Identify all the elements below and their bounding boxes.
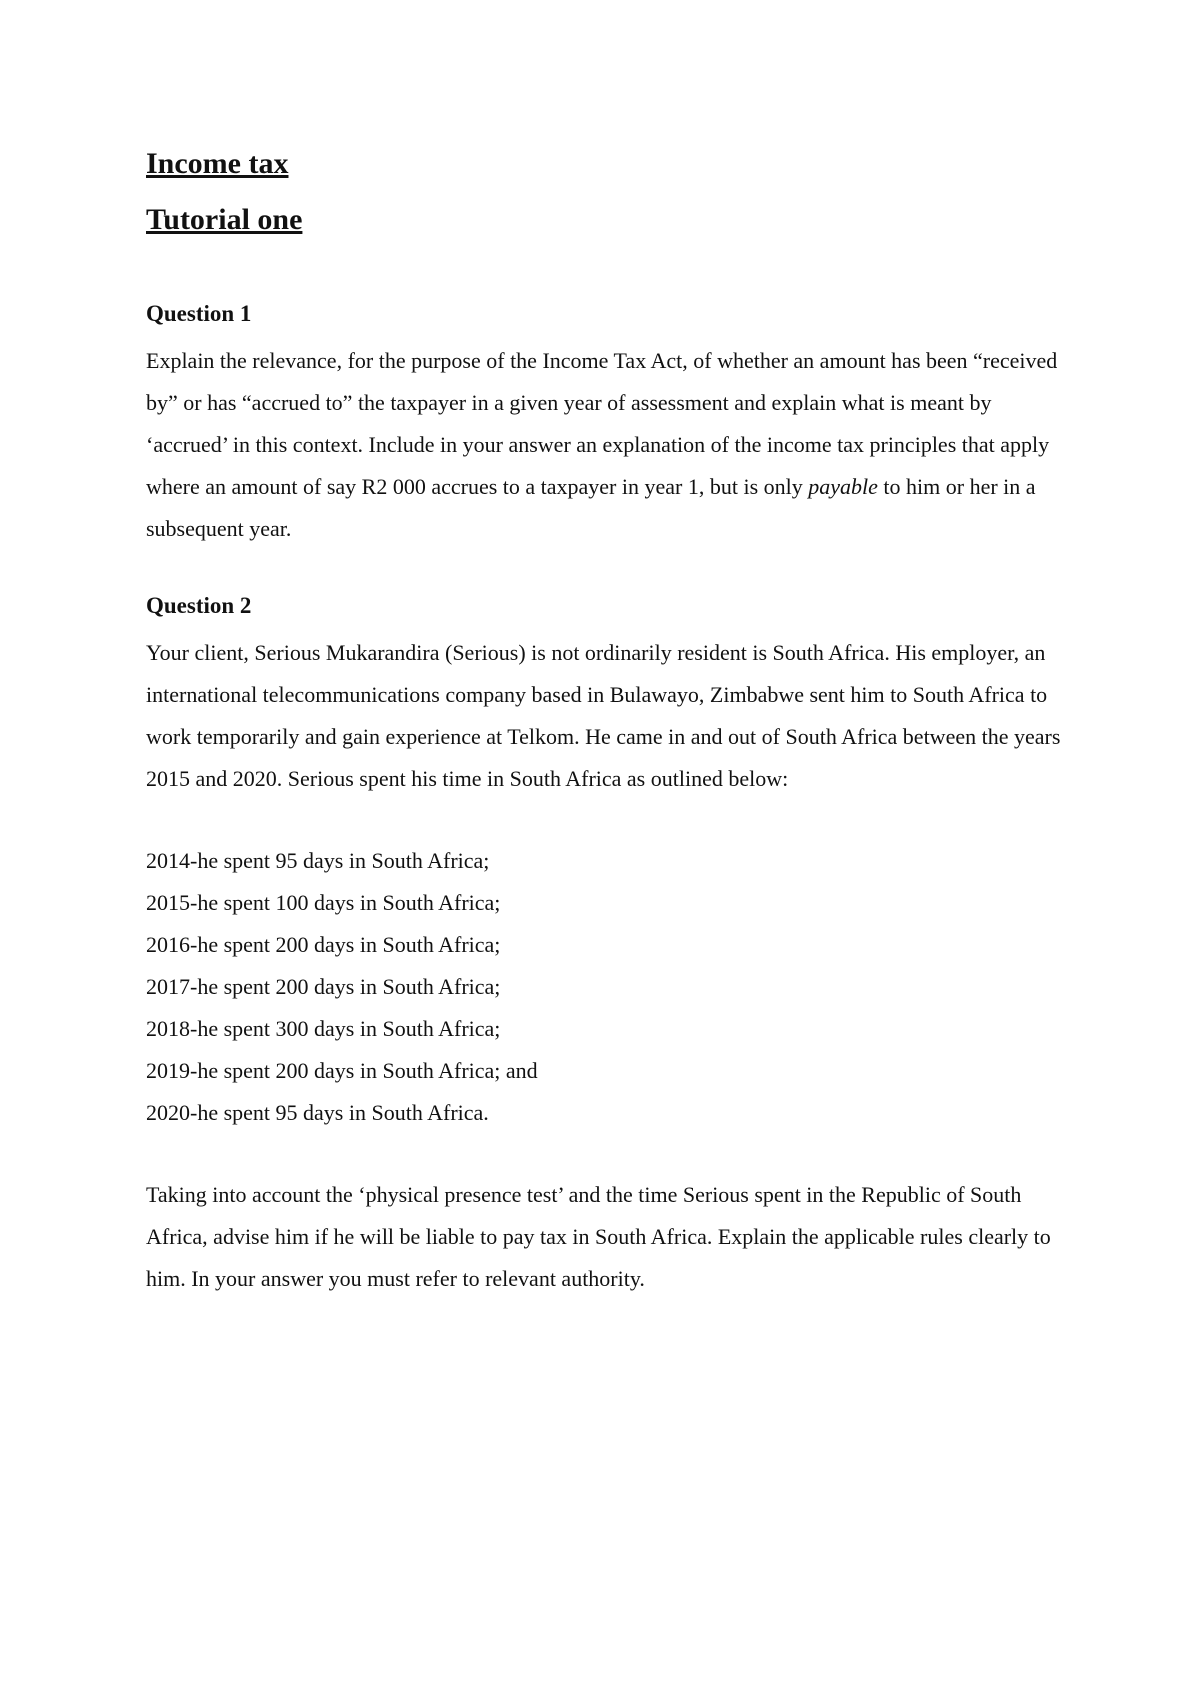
- list-item: 2017-he spent 200 days in South Africa;: [146, 974, 501, 999]
- question-1-italic-word: payable: [808, 474, 878, 499]
- list-item: 2014-he spent 95 days in South Africa;: [146, 848, 490, 873]
- question-1-text-part-1: Explain the relevance, for the purpose of the Income Tax Act, of whether an amount has been “received by” or has “accrued to” the taxpayer in a given year of assessment and explain what is meant by ‘accrued’ in this context. Include in your answer an explanation of the income tax principles that apply where an amount of say R2 000 accrues to a taxpayer in year 1, but is only: [146, 348, 1058, 499]
- question-2-closing: Taking into account the ‘physical presence test’ and the time Serious spent in the Republic of South Africa, advise him if he will be liable to pay tax in South Africa. Explain the applicable rules clearly to him. In your answer you must refer to relevant authority.: [146, 1182, 1051, 1291]
- document-title: Income tax: [146, 147, 289, 180]
- question-2-heading: Question 2: [146, 593, 252, 618]
- list-item: 2018-he spent 300 days in South Africa;: [146, 1016, 501, 1041]
- question-1-heading: Question 1: [146, 301, 252, 326]
- question-2-intro: Your client, Serious Mukarandira (Serious) is not ordinarily resident is South Africa. His employer, an international telecommunications company based in Bulawayo, Zimbabwe sent him to South Africa to work temporarily and gain experience at Telkom. He came in and out of South Africa between the years 2015 and 2020. Serious spent his time in South Africa as outlined below:: [146, 640, 1061, 791]
- document-content: [146, 146, 1066, 1300]
- days-list: [146, 840, 1066, 1134]
- document-subtitle: Tutorial one: [146, 203, 303, 236]
- question-1-text: [146, 340, 1066, 550]
- question-1-text-part-2: to him or her in a subsequent year.: [146, 474, 1036, 541]
- list-item: 2020-he spent 95 days in South Africa.: [146, 1100, 489, 1125]
- list-item: 2016-he spent 200 days in South Africa;: [146, 932, 501, 957]
- list-item: 2015-he spent 100 days in South Africa;: [146, 890, 501, 915]
- list-item: 2019-he spent 200 days in South Africa; and: [146, 1058, 538, 1083]
